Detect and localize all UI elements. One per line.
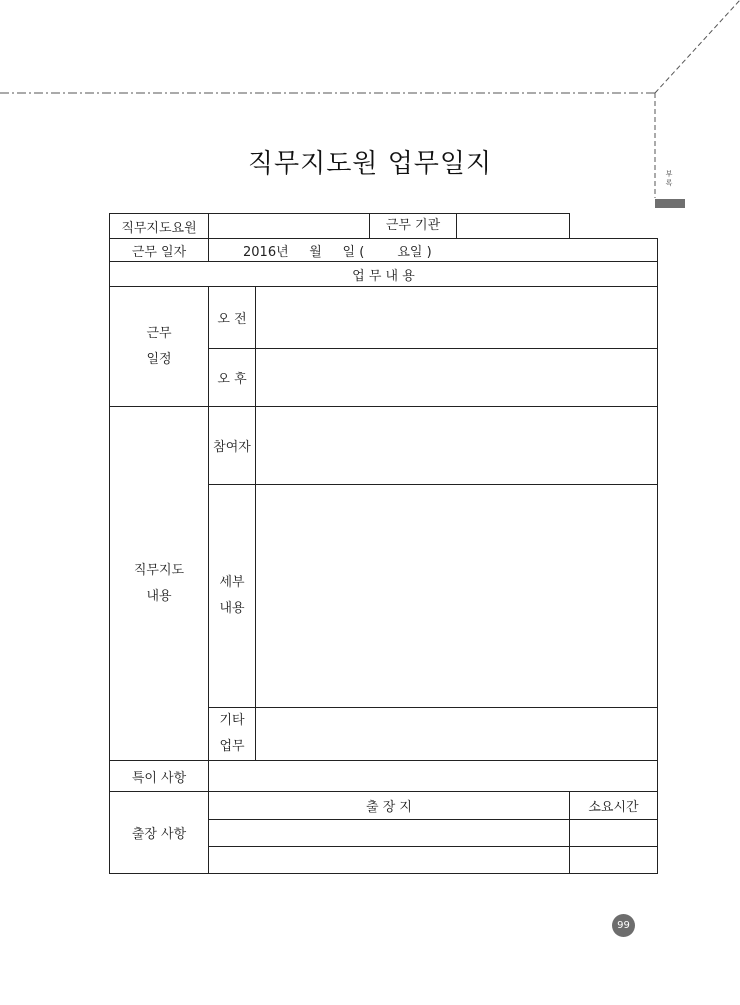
page-number: 99 — [612, 914, 635, 937]
form-row-supervisor — [110, 214, 658, 239]
workplace-label: 근무 기관 — [369, 214, 457, 238]
notes-field[interactable] — [209, 761, 658, 792]
afternoon-label: 오 후 — [209, 349, 256, 407]
supervisor-label: 직무지도요원 — [110, 214, 209, 239]
trip-label: 출장 사항 — [110, 792, 209, 874]
form-row-date — [110, 239, 658, 262]
appendix-tab-label: 부 록 — [665, 170, 673, 187]
other-work-label: 기타 업무 — [209, 708, 256, 761]
document-title: 직무지도원 업무일지 — [247, 149, 493, 179]
date-label: 근무 일자 — [110, 239, 209, 262]
trip-time-field-1[interactable] — [570, 820, 658, 847]
appendix-tab-marker — [655, 199, 685, 208]
details-label: 세부 내용 — [209, 485, 256, 708]
participants-field[interactable] — [256, 407, 658, 485]
trip-place-field-1[interactable] — [209, 820, 570, 847]
trip-place-header: 출 장 지 — [209, 792, 570, 820]
other-work-field[interactable] — [256, 708, 658, 761]
trip-place-field-2[interactable] — [209, 847, 570, 874]
supervisor-field[interactable] — [209, 214, 570, 239]
trip-time-field-2[interactable] — [570, 847, 658, 874]
form-row-participants — [110, 407, 658, 485]
form-row-notes — [110, 761, 658, 792]
form-row-trip-header — [110, 792, 658, 820]
morning-field[interactable] — [256, 287, 658, 349]
date-field[interactable]: 2016년 월 일 ( 요일 ) — [209, 239, 658, 262]
guidance-label: 직무지도 내용 — [110, 407, 209, 761]
details-field[interactable] — [256, 485, 658, 708]
morning-label: 오 전 — [209, 287, 256, 349]
afternoon-field[interactable] — [256, 349, 658, 407]
form-row-morning — [110, 287, 658, 349]
participants-label: 참여자 — [209, 407, 256, 485]
notes-label: 특이 사항 — [110, 761, 209, 792]
trip-time-header: 소요시간 — [570, 792, 658, 820]
workplace-field[interactable] — [457, 214, 569, 238]
work-log-form — [109, 213, 658, 874]
form-row-content-header — [110, 262, 658, 287]
schedule-label: 근무 일정 — [110, 287, 209, 407]
work-content-header: 업 무 내 용 — [110, 262, 658, 287]
